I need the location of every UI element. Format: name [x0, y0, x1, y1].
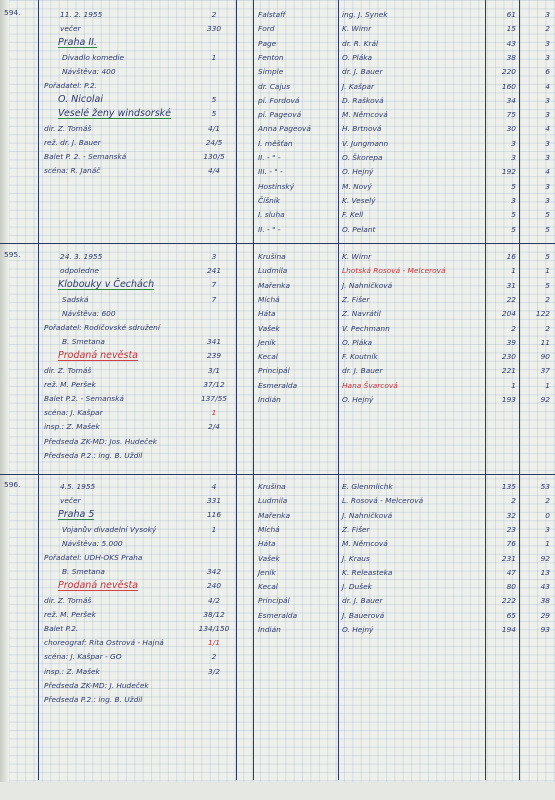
performance-count: 4	[211, 482, 217, 491]
performance-count: 5	[211, 95, 217, 105]
role-name: Indián	[258, 395, 281, 404]
appearance-role: 1	[545, 380, 550, 390]
role-name: Mařenka	[258, 510, 290, 520]
col-line-count	[236, 0, 237, 780]
singer-name: dr. R. Král	[342, 38, 379, 48]
appearance-total: 15	[506, 24, 516, 34]
appearance-total: 204	[501, 309, 516, 319]
appearance-total: 76	[506, 539, 516, 549]
appearance-total: 34	[506, 95, 516, 105]
singer-name: E. Glenmlichk	[342, 482, 393, 491]
entry-detail: večer	[60, 24, 81, 34]
appearance-role: 92	[540, 553, 550, 563]
appearance-role: 5	[545, 210, 550, 220]
appearance-total: 30	[506, 124, 516, 134]
singer-name: M. Němcová	[342, 539, 388, 549]
entry-detail: scéna: R. Janáč	[44, 166, 101, 176]
role-name: Háta	[258, 539, 276, 549]
performance-title: Praha II.	[58, 37, 97, 49]
singer-name: dr. J. Bauer	[342, 67, 383, 77]
entry-detail: Pořadatel: UDH-OKS Praha	[44, 553, 143, 562]
performance-count: 330	[206, 24, 222, 34]
appearance-role: 4	[545, 81, 550, 91]
appearance-role: 90	[540, 352, 550, 362]
appearance-total: 80	[506, 582, 516, 592]
appearance-total: 2	[511, 496, 516, 506]
entry-detail: Pořadatel: Rodičovské sdružení	[44, 323, 160, 332]
appearance-total: 135	[501, 482, 516, 491]
appearance-total: 3	[511, 138, 516, 148]
entry-detail: rež. dr. J. Bauer	[44, 137, 101, 147]
performance-title: Klobouky v Čechách	[58, 279, 155, 291]
singer-name: O. Hejný	[342, 625, 374, 634]
entry-separator	[0, 474, 555, 475]
appearance-total: 61	[506, 10, 516, 19]
role-name: Indián	[258, 625, 281, 634]
appearance-total: 193	[501, 395, 516, 404]
singer-name: V. Jungmann	[342, 138, 389, 148]
entry-detail: večer	[60, 496, 81, 506]
appearance-role: 2	[545, 323, 550, 333]
appearance-role: 38	[540, 596, 550, 606]
entry-detail: 11. 2. 1955	[60, 10, 103, 19]
singer-name: Lhotská Rosová - Melcerová	[342, 266, 446, 276]
entry-detail: Divadlo komedie	[62, 52, 125, 62]
role-name: Jeník	[258, 567, 276, 577]
entry-detail: Balet P.2. - Semanská	[44, 394, 124, 403]
entry-detail: B. Smetana	[62, 337, 105, 347]
role-name: Esmeralda	[258, 610, 298, 620]
performance-count: 342	[206, 567, 222, 577]
appearance-role: 53	[540, 482, 550, 491]
singer-name: Z. Navrátil	[342, 309, 381, 319]
appearance-total: 2	[511, 323, 516, 333]
appearance-total: 1	[511, 266, 516, 276]
appearance-role: 1	[545, 539, 550, 549]
entry-detail: choreograf: Rita Ostrová - Hajná	[44, 638, 164, 648]
singer-name: J. Kraus	[342, 553, 370, 563]
appearance-total: 5	[511, 181, 516, 191]
appearance-total: 230	[501, 352, 516, 362]
role-name: Ludmila	[258, 496, 288, 506]
col-line-singers	[338, 0, 339, 780]
role-name: Mařenka	[258, 280, 290, 290]
role-name: Kecal	[258, 352, 278, 362]
appearance-total: 5	[511, 224, 516, 234]
performance-count: 4/2	[208, 595, 220, 605]
singer-name: O. Škorepa	[342, 153, 383, 162]
singer-name: K. Veselý	[342, 195, 376, 205]
appearance-role: 3	[545, 181, 550, 191]
performance-count: 4/4	[208, 166, 220, 176]
performance-count: 241	[206, 266, 222, 276]
appearance-role: 3	[545, 110, 550, 120]
page-bottom-margin	[0, 782, 555, 800]
appearance-role: 5	[545, 280, 550, 290]
performance-count: 7	[211, 294, 217, 304]
role-name: III. - " -	[258, 167, 283, 177]
appearance-total: 192	[501, 167, 516, 177]
appearance-total: 221	[501, 366, 516, 376]
performance-count: 1/1	[208, 638, 220, 648]
appearance-role: 2	[545, 24, 550, 34]
performance-count: 4/1	[208, 123, 220, 133]
performance-title: Veselé ženy windsorské	[58, 108, 172, 120]
performance-title: Prodaná nevěsta	[58, 580, 138, 592]
singer-name: L. Rosová - Melcerová	[342, 496, 424, 506]
singer-name: Z. Fišer	[342, 524, 370, 534]
appearance-total: 3	[511, 195, 516, 205]
performance-count: 239	[206, 351, 222, 361]
appearance-role: 93	[540, 625, 550, 634]
appearance-role: 3	[545, 153, 550, 162]
performance-count: 134/150	[198, 624, 230, 633]
appearance-role: 3	[545, 195, 550, 205]
role-name: Page	[258, 38, 277, 48]
performance-count: 37/12	[203, 379, 225, 389]
role-name: Principál	[258, 366, 290, 376]
appearance-role: 3	[545, 52, 550, 62]
entry-detail: scéna: J. Kašpar	[44, 408, 103, 418]
col-line-roles	[253, 0, 254, 780]
singer-name: M. Němcová	[342, 110, 388, 120]
appearance-role: 1	[545, 266, 550, 276]
singer-name: Hana Švarcová	[342, 380, 398, 390]
singer-name: F. Koutník	[342, 352, 378, 362]
appearance-total: 22	[506, 294, 516, 304]
role-name: Jeník	[258, 337, 276, 347]
entry-detail: Návštěva: 400	[62, 66, 116, 76]
role-name: Číšník	[258, 195, 281, 205]
performance-count: 24/5	[205, 137, 223, 147]
singer-name: J. Dušek	[342, 582, 372, 592]
appearance-total: 47	[506, 567, 516, 577]
performance-count: 341	[206, 337, 222, 347]
role-name: Kecal	[258, 582, 278, 592]
appearance-role: 43	[540, 582, 550, 592]
appearance-role: 5	[545, 252, 550, 261]
appearance-role: 3	[545, 10, 550, 19]
role-name: pí. Pageová	[258, 110, 302, 120]
appearance-role: 2	[545, 294, 550, 304]
singer-name: J. Nahničková	[342, 280, 393, 290]
appearance-role: 4	[545, 124, 550, 134]
singer-name: K. Wimr	[342, 252, 372, 261]
singer-name: O. Hejný	[342, 395, 374, 404]
appearance-role: 3	[545, 138, 550, 148]
appearance-total: 43	[506, 38, 516, 48]
appearance-total: 231	[501, 553, 516, 563]
entry-detail: Předseda ZK-MD: J. Hudeček	[44, 680, 149, 690]
entry-separator	[0, 243, 555, 244]
entry-detail: odpoledne	[60, 266, 99, 276]
singer-name: J. Nahničková	[342, 510, 393, 520]
entry-detail: 24. 3. 1955	[60, 252, 103, 261]
appearance-total: 65	[506, 610, 516, 620]
role-name: Háta	[258, 309, 276, 319]
appearance-total: 220	[501, 67, 516, 77]
entry-number: 596.	[4, 480, 21, 489]
singer-name: Z. Fišer	[342, 294, 370, 304]
page-left-edge	[0, 0, 9, 800]
performance-count: 116	[206, 510, 222, 520]
appearance-role: 0	[545, 510, 550, 520]
entry-detail: Návštěva: 600	[62, 308, 116, 318]
performance-count: 1	[211, 52, 217, 62]
role-name: Simple	[258, 67, 284, 77]
singer-name: O. Pelant	[342, 224, 376, 234]
role-name: dr. Cajus	[258, 81, 291, 91]
singer-name: dr. J. Bauer	[342, 366, 383, 376]
performance-count: 2	[211, 652, 217, 662]
entry-detail: Balet P.2.	[44, 624, 79, 633]
role-name: Anna Pageová	[258, 124, 311, 134]
singer-name: O. Hejný	[342, 167, 374, 177]
entry-detail: Balet P. 2. - Semanská	[44, 152, 127, 161]
appearance-role: 5	[545, 224, 550, 234]
performance-count: 137/55	[200, 394, 227, 403]
role-name: II. - " -	[258, 224, 281, 234]
singer-name: O. Pláka	[342, 52, 373, 62]
singer-name: ing. J. Synek	[342, 10, 388, 19]
appearance-total: 222	[501, 596, 516, 606]
performance-count: 240	[206, 581, 222, 591]
entry-detail: Návštěva: 5.000	[62, 538, 123, 548]
entry-detail: Vojanův divadelní Vysoký	[62, 524, 157, 534]
entry-detail: Předseda P.2.: ing. B. Uždil	[44, 450, 143, 460]
entry-detail: B. Smetana	[62, 567, 105, 577]
appearance-role: 92	[540, 395, 550, 404]
performance-count: 3/1	[208, 365, 220, 375]
role-name: Hostinský	[258, 181, 295, 191]
appearance-total: 23	[506, 524, 516, 534]
appearance-role: 3	[545, 524, 550, 534]
performance-count: 1	[211, 408, 217, 418]
appearance-total: 3	[511, 153, 516, 162]
appearance-total: 160	[501, 81, 516, 91]
role-name: pí. Fordová	[258, 95, 300, 105]
appearance-role: 4	[545, 167, 550, 177]
role-name: Falstaff	[258, 10, 286, 19]
performance-title: Praha 5	[58, 509, 95, 521]
appearance-role: 3	[545, 38, 550, 48]
appearance-total: 194	[501, 625, 516, 634]
singer-name: K. Releasteka	[342, 567, 393, 577]
appearance-total: 32	[506, 510, 516, 520]
singer-name: H. Brtnová	[342, 124, 382, 134]
entry-detail: Předseda ZK-MD: Jos. Hudeček	[44, 436, 158, 446]
role-name: Fenton	[258, 52, 284, 62]
performance-count: 1	[211, 524, 217, 534]
singer-name: V. Pechmann	[342, 323, 390, 333]
appearance-total: 39	[506, 337, 516, 347]
entry-number: 594.	[4, 8, 21, 17]
singer-name: O. Pláka	[342, 337, 373, 347]
entry-detail: 4.5. 1955	[60, 482, 96, 491]
entry-detail: rež. M. Peršek	[44, 379, 96, 389]
singer-name: J. Kašpar	[342, 81, 375, 91]
entry-number: 595.	[4, 250, 21, 259]
entry-detail: dir. Z. Tomáš	[44, 365, 92, 375]
entry-detail: Sadská	[62, 294, 89, 304]
appearance-total: 1	[511, 380, 516, 390]
performance-count: 130/5	[203, 152, 225, 161]
role-name: Esmeralda	[258, 380, 298, 390]
appearance-role: 2	[545, 496, 550, 506]
role-name: I. sluha	[258, 210, 285, 220]
singer-name: D. Rašková	[342, 95, 384, 105]
appearance-total: 38	[506, 52, 516, 62]
entry-detail: dir. Z. Tomáš	[44, 123, 92, 133]
entry-detail: insp.: Z. Mašek	[44, 422, 100, 432]
appearance-role: 122	[535, 309, 550, 319]
appearance-role: 11	[540, 337, 550, 347]
role-name: II. - " -	[258, 153, 281, 162]
entry-detail: Předseda P.2.: ing. B. Uždil	[44, 695, 143, 704]
singer-name: F. Kell	[342, 210, 364, 220]
performance-title: Prodaná nevěsta	[58, 350, 138, 362]
role-name: Principál	[258, 596, 290, 606]
performance-count: 7	[211, 280, 217, 290]
performance-count: 2	[211, 10, 217, 19]
performance-count: 331	[206, 496, 222, 506]
col-line-number	[38, 0, 39, 780]
role-name: Ludmila	[258, 266, 288, 276]
entry-detail: dir. Z. Tomáš	[44, 595, 92, 605]
appearance-total: 31	[506, 280, 516, 290]
appearance-total: 75	[506, 110, 516, 120]
singer-name: M. Nový	[342, 181, 372, 191]
performance-count: 3	[211, 252, 217, 261]
singer-name: J. Bauerová	[342, 610, 385, 620]
singer-name: K. Wimr	[342, 24, 372, 34]
appearance-role: 13	[540, 567, 550, 577]
appearance-role: 37	[540, 366, 550, 376]
singer-name: dr. J. Bauer	[342, 596, 383, 606]
appearance-role: 6	[545, 67, 550, 77]
role-name: I. měšťan	[258, 138, 293, 148]
role-name: Vašek	[258, 553, 280, 563]
role-name: Krušina	[258, 482, 286, 491]
appearance-role: 29	[540, 610, 550, 620]
performance-count: 3/2	[208, 666, 220, 676]
role-name: Ford	[258, 24, 275, 34]
performance-count: 5	[211, 109, 217, 119]
performance-count: 38/12	[203, 609, 225, 619]
appearance-total: 16	[506, 252, 516, 261]
role-name: Krušina	[258, 252, 286, 261]
entry-detail: Pořadatel: P.2.	[44, 81, 97, 90]
performance-count: 2/4	[208, 422, 220, 432]
entry-detail: rež. M. Peršek	[44, 609, 96, 619]
appearance-total: 5	[511, 210, 516, 220]
performance-title: O. Nicolai	[58, 94, 104, 106]
entry-detail: insp.: Z. Mašek	[44, 666, 100, 676]
role-name: Míchá	[258, 524, 280, 534]
entry-detail: scéna: J. Kašpar - GO	[44, 652, 122, 662]
role-name: Vašek	[258, 323, 280, 333]
role-name: Míchá	[258, 294, 280, 304]
appearance-role: 3	[545, 95, 550, 105]
